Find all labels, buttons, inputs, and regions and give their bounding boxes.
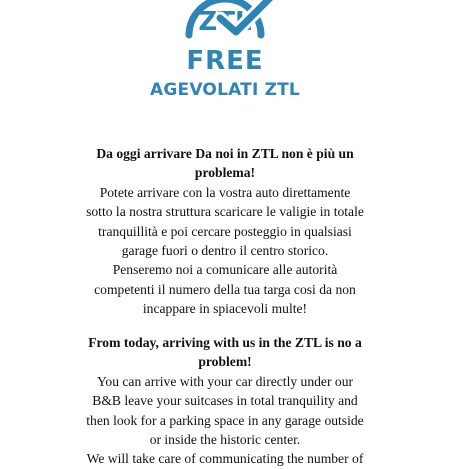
italian-body-line: tranquillità e poi cercare posteggio in qualsiasi — [98, 223, 352, 239]
emblem-text: ZTL — [198, 7, 252, 37]
english-body-line: You can arrive with your car directly under our — [96, 373, 354, 389]
english-body-line: or inside the historic center. — [149, 432, 301, 448]
italian-heading-line: Da oggi arrivare Da noi in ZTL non è più un — [96, 146, 354, 161]
english-heading-line: problem! — [198, 354, 252, 370]
brand-subtitle: AGEVOLATI ZTL — [150, 80, 300, 100]
italian-body-line: Penseremo noi a comunicare alle autorità — [112, 262, 338, 278]
english-body-line: B&B leave your suitcases in total tranquility and — [92, 393, 358, 409]
italian-body-line: sotto la nostra struttura scaricare le valigie in totale — [86, 204, 364, 220]
english-body-line: then look for a parking space in any garage outside — [86, 412, 364, 428]
italian-body-line: competenti il numero della tua targa cosi da non — [94, 281, 356, 297]
english-heading-line: From today, arriving with us in the ZTL is no a — [88, 335, 362, 350]
italian-body-line: garage fuori o dentro il centro storico. — [121, 243, 329, 259]
italian-heading-line: problema! — [194, 165, 256, 181]
english-notice — [70, 333, 380, 469]
italian-body-line: Potete arrivare con la vostra auto direttamente — [99, 184, 351, 200]
italian-notice — [70, 144, 380, 319]
brand-free: FREE — [186, 46, 264, 76]
english-body-line: We will take care of communicating the number of — [86, 451, 364, 467]
italian-body-line: incappare in spiacevoli multe! — [142, 301, 308, 317]
